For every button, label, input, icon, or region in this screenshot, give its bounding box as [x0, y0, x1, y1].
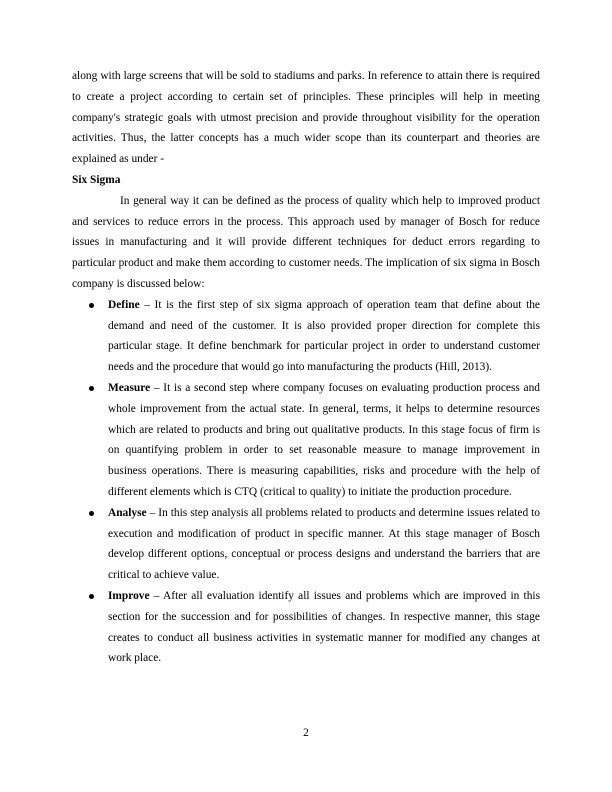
bullet-text: – After all evaluation identify all issues and problems which are improved in this section for the succession and for possibilities of changes. In respective manner, this stage creates to conduct all business activities in systematic manner for modified any changes at work place.	[108, 589, 540, 665]
bullet-term: Define	[108, 298, 140, 311]
list-item	[72, 378, 540, 503]
bullet-text: – It is a second step where company focuses on evaluating production process and whole improvement from the actual state. In general, terms, it helps to determine resources which are related to products and bring out qualitative products. In this stage focus of firm is on quantifying problem in order to set reasonable measure to manage improvement in business operations. There is measuring capabilities, risks and procedure with the help of different elements which is CTQ (critical to quality) to initiate the production procedure.	[108, 381, 540, 498]
section-paragraph: In general way it can be defined as the process of quality which help to improved product and services to reduce errors in the process. This approach used by manager of Bosch for reduce issues in manufacturing and it will provide different techniques for deduct errors regarding to particular product and make them according to customer needs. The implication of six sigma in Bosch company is discussed below:	[72, 194, 540, 290]
bullet-term: Measure	[108, 381, 151, 394]
bullet-text: – In this step analysis all problems related to products and determine issues related to execution and modification of product in specific manner. At this stage manager of Bosch develop different options, conceptual or process designs and understand the barriers that are critical to achieve value.	[108, 506, 540, 582]
intro-paragraph: along with large screens that will be sold to stadiums and parks. In reference to attain there is required to create a project according to certain set of principles. These principles will help in meeting company's strategic goals with utmost precision and provide throughout visibility for the operation activities. Thus, the latter concepts has a much wider scope than its counterpart and theories are explained as under -	[72, 70, 540, 166]
bullet-icon	[89, 386, 94, 391]
bullet-term: Analyse	[108, 506, 147, 519]
bullet-list	[72, 295, 540, 669]
list-item	[72, 295, 540, 378]
page-number: 2	[303, 727, 309, 739]
bullet-term: Improve	[108, 589, 150, 602]
bullet-icon	[89, 303, 94, 308]
list-item	[72, 586, 540, 669]
list-item	[72, 503, 540, 586]
document-page	[72, 66, 540, 669]
bullet-icon	[89, 511, 94, 516]
section-heading: Six Sigma	[72, 173, 121, 186]
bullet-text: – It is the first step of six sigma approach of operation team that define about the demand and need of the customer. It is also provided proper direction for complete this particular stage. It define benchmark for particular project in order to understand customer needs and the procedure that would go into manufacturing the products (Hill, 2013).	[108, 298, 540, 374]
bullet-icon	[89, 594, 94, 599]
